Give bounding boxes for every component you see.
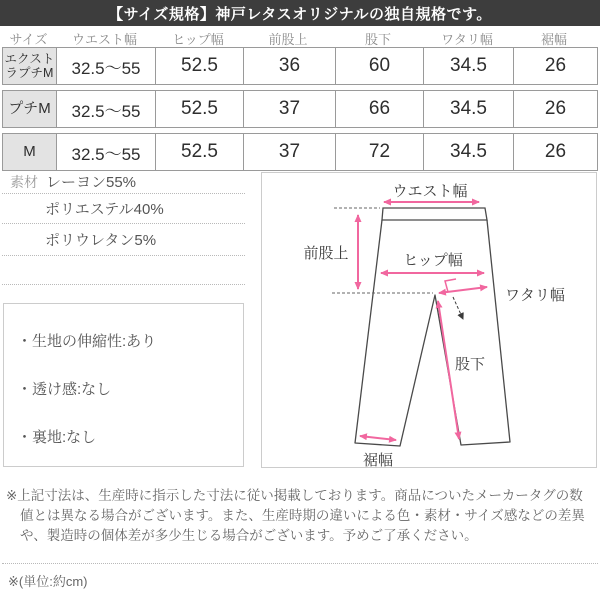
cell-hem: 26: [513, 48, 597, 84]
hip-width-label: ヒップ幅: [403, 252, 463, 269]
col-header-front-rise: 前股上: [268, 32, 308, 47]
pants-measurement-diagram: [262, 173, 596, 467]
fabric-property: ・生地の伸縮性:あり: [17, 333, 157, 350]
material-row: [2, 194, 245, 224]
waist-width-label: ウエスト幅: [392, 183, 468, 200]
hem-width-arrow: [360, 436, 396, 440]
material-label: 素材: [10, 173, 38, 190]
material-item: ポリウレタン5%: [45, 232, 157, 249]
size-table-header: [2, 29, 598, 46]
col-header-thigh: ワタリ幅: [441, 32, 493, 47]
cell-size: プチM: [3, 91, 56, 127]
front-rise-label: 前股上: [303, 245, 349, 262]
page-title: 【サイズ規格】神戸レタスオリジナルの独自規格です。: [108, 5, 492, 23]
grain-dashed-arrow: [453, 297, 463, 319]
material-row-empty: [2, 256, 245, 285]
table-row: [2, 47, 598, 85]
hem-width-label: 裾幅: [362, 452, 394, 467]
inseam-label: 股下: [455, 356, 486, 373]
col-header-waist: ウエスト幅: [71, 32, 137, 47]
cell-thigh: 34.5: [423, 48, 513, 84]
cell-waist: 32.5〜55: [56, 48, 155, 84]
cell-hip: 52.5: [155, 48, 243, 84]
thigh-width-label: ワタリ幅: [505, 287, 565, 304]
cell-waist: 32.5〜55: [56, 91, 155, 127]
fabric-properties-box: [3, 303, 244, 467]
cell-front-rise: 37: [243, 134, 335, 170]
title-bar: [0, 0, 600, 26]
fabric-property: ・裏地:なし: [17, 429, 97, 446]
cell-hip: 52.5: [155, 134, 243, 170]
material-item: ポリエステル40%: [45, 201, 164, 218]
col-header-hem: 裾幅: [540, 32, 567, 47]
cell-hem: 26: [513, 91, 597, 127]
pants-waistband-outline: [382, 208, 487, 220]
cell-inseam: 72: [335, 134, 423, 170]
cell-inseam: 60: [335, 48, 423, 84]
cell-waist: 32.5〜55: [56, 134, 155, 170]
right-angle-mark: [445, 279, 456, 292]
material-item: レーヨン55%: [46, 174, 137, 191]
unit-note: ※(単位:約cm): [8, 574, 88, 589]
dotted-divider: [2, 563, 598, 564]
fabric-property: ・透け感:なし: [17, 381, 112, 398]
cell-hem: 26: [513, 134, 597, 170]
table-row: [2, 90, 598, 128]
disclaimer-note: ※上記寸法は、生産時に指示した寸法に従い掲載しております。商品についたメーカータグの数値とは異なる場合がございます。また、生産時期の違いによる色・素材・サイズ感などの差異や、製造時の個体差が多少生じる場合がございます。予めご了承ください。: [6, 488, 585, 543]
col-header-inseam: 股下: [364, 32, 391, 47]
material-row: [2, 224, 245, 256]
cell-size: エクストラプチM: [3, 48, 56, 84]
measurement-diagram-box: [261, 172, 597, 468]
cell-size: M: [3, 134, 56, 170]
cell-inseam: 66: [335, 91, 423, 127]
cell-front-rise: 37: [243, 91, 335, 127]
cell-thigh: 34.5: [423, 134, 513, 170]
table-row: [2, 133, 598, 171]
cell-front-rise: 36: [243, 48, 335, 84]
col-header-hip: ヒップ幅: [172, 32, 224, 47]
col-header-size: サイズ: [9, 32, 48, 47]
material-row: [2, 170, 245, 194]
cell-hip: 52.5: [155, 91, 243, 127]
cell-thigh: 34.5: [423, 91, 513, 127]
